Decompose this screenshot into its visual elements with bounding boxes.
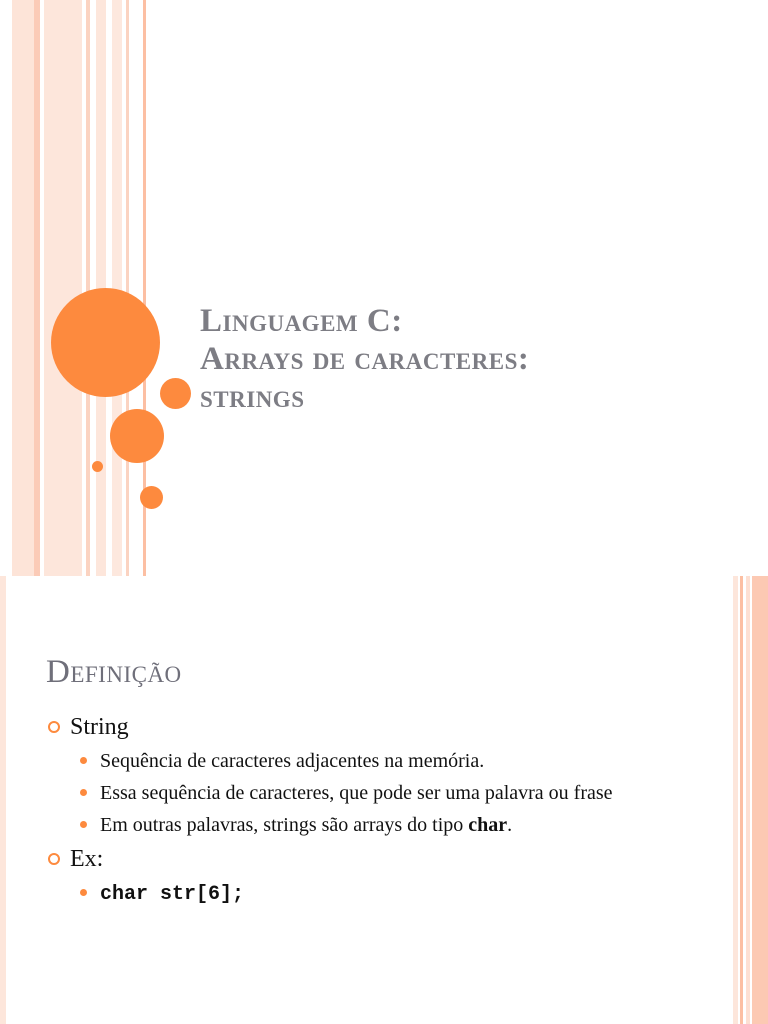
sub-list-item xyxy=(46,880,706,908)
decor-circle-large xyxy=(51,288,160,397)
decor-stripe xyxy=(746,576,750,1024)
decor-circle-medium xyxy=(110,409,164,463)
dot-bullet-icon xyxy=(80,757,87,764)
code-sample: char str[6]; xyxy=(100,883,245,906)
list-item-label: String xyxy=(70,714,129,740)
sub-item-text-end: . xyxy=(507,814,513,836)
slide-heading: Definição xyxy=(46,654,182,690)
dot-bullet-icon xyxy=(80,789,87,796)
sub-list-item xyxy=(46,780,660,806)
decor-stripe xyxy=(733,576,738,1024)
decor-stripe xyxy=(12,0,34,576)
content-slide xyxy=(0,576,768,1024)
list-item xyxy=(46,712,706,742)
list-item xyxy=(46,844,706,874)
sub-item-text: Em outras palavras, strings são arrays do tipo xyxy=(100,814,469,836)
ring-bullet-icon xyxy=(48,721,60,733)
decor-circle-tiny xyxy=(92,461,103,472)
decor-stripe xyxy=(740,576,743,1024)
keyword-char: char xyxy=(468,814,508,836)
bullet-list xyxy=(46,712,706,914)
dot-bullet-icon xyxy=(80,821,87,828)
decor-stripe xyxy=(86,0,90,576)
title-line: Linguagem C: xyxy=(200,303,403,339)
list-item-label: Ex: xyxy=(70,846,104,872)
decor-circle-small xyxy=(140,486,163,509)
decor-stripe xyxy=(0,576,6,1024)
decor-circle-small xyxy=(160,378,191,409)
ring-bullet-icon xyxy=(48,853,60,865)
slide-title xyxy=(200,302,740,416)
sub-item-text: Sequência de caracteres adjacentes na memória. xyxy=(100,750,485,772)
decor-stripe xyxy=(34,0,40,576)
title-line: strings xyxy=(200,379,305,415)
sub-list-item xyxy=(46,748,706,774)
title-line: Arrays de caracteres: xyxy=(200,341,530,377)
sub-item-text: Essa sequência de caracteres, que pode ser uma palavra ou frase xyxy=(100,782,613,804)
dot-bullet-icon xyxy=(80,889,87,896)
decor-stripe xyxy=(752,576,768,1024)
decor-stripe xyxy=(44,0,82,576)
decor-stripe xyxy=(126,0,129,576)
sub-list-item xyxy=(46,812,706,838)
